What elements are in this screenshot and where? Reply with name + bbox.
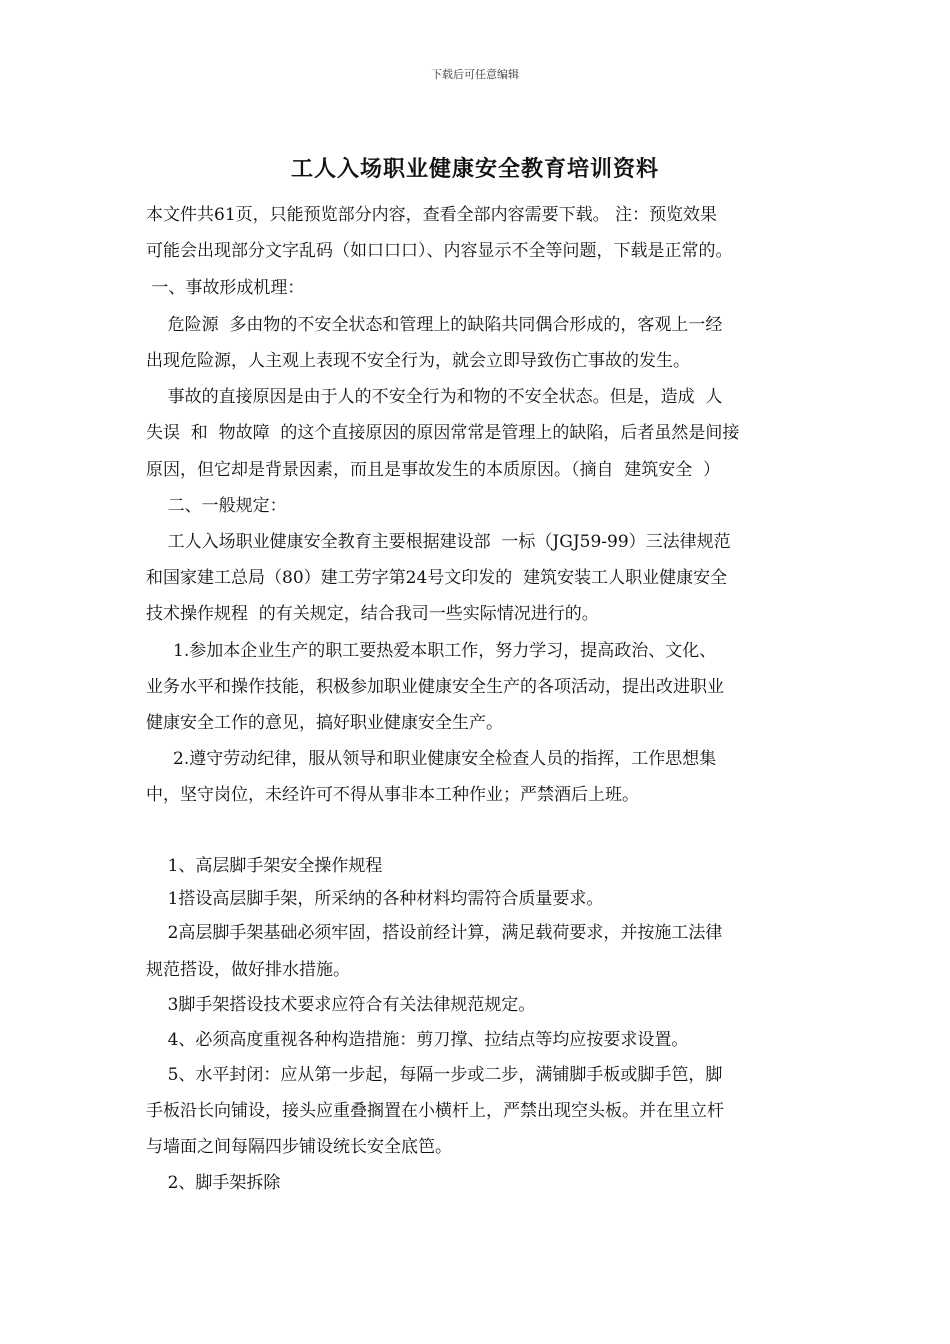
body-line: 技术操作规程 的有关规定，结合我司一些实际情况进行的。 xyxy=(146,604,599,624)
section-heading: 1、高层脚手架安全操作规程 xyxy=(146,856,383,876)
section-heading: 二、一般规定： xyxy=(146,496,287,516)
section-heading: 2、脚手架拆除 xyxy=(146,1173,281,1193)
document-title: 工人入场职业健康安全教育培训资料 xyxy=(290,156,659,182)
body-line: 失误 和 物故障 的这个直接原因的原因常常是管理上的缺陷，后者虽然是间接 xyxy=(146,423,740,443)
body-line: 规范搭设，做好排水措施。 xyxy=(146,960,350,980)
page-header-note: 下载后可任意编辑 xyxy=(431,68,519,81)
body-line: 5、水平封闭：应从第一步起，每隔一步或二步，满铺脚手板或脚手笆，脚 xyxy=(146,1065,723,1085)
body-line: 中，坚守岗位，未经许可不得从事非本工种作业；严禁酒后上班。 xyxy=(146,785,639,805)
body-line: 1.参加本企业生产的职工要热爱本职工作，努力学习，提高政治、文化、 xyxy=(146,641,717,661)
body-line: 本文件共61页，只能预览部分内容，查看全部内容需要下载。 注：预览效果 xyxy=(146,205,718,225)
section-heading: 一、事故形成机理： xyxy=(146,278,305,298)
body-line: 2.遵守劳动纪律，服从领导和职业健康安全检查人员的指挥，工作思想集 xyxy=(146,749,717,769)
body-line: 原因，但它却是背景因素，而且是事故发生的本质原因。（摘自 建筑安全 ） xyxy=(146,460,721,480)
body-line: 3脚手架搭设技术要求应符合有关法律规范规定。 xyxy=(146,995,536,1015)
body-line: 手板沿长向铺设，接头应重叠搁置在小横杆上，严禁出现空头板。并在里立杆 xyxy=(146,1101,724,1121)
body-line: 业务水平和操作技能，积极参加职业健康安全生产的各项活动，提出改进职业 xyxy=(146,677,724,697)
body-line: 1搭设高层脚手架，所采纳的各种材料均需符合质量要求。 xyxy=(146,889,604,909)
body-line: 可能会出现部分文字乱码（如口口口）、内容显示不全等问题，下载是正常的。 xyxy=(146,241,733,261)
body-line: 事故的直接原因是由于人的不安全行为和物的不安全状态。但是，造成 人 xyxy=(146,387,723,407)
body-line: 与墙面之间每隔四步铺设统长安全底笆。 xyxy=(146,1137,452,1157)
body-line: 2高层脚手架基础必须牢固，搭设前经计算，满足载荷要求，并按施工法律 xyxy=(146,923,723,943)
body-line: 健康安全工作的意见，搞好职业健康安全生产。 xyxy=(146,713,503,733)
body-line: 工人入场职业健康安全教育主要根据建设部 一标（JGJ59-99）三法律规范 xyxy=(146,532,731,552)
body-line: 危险源 多由物的不安全状态和管理上的缺陷共同偶合形成的，客观上一经 xyxy=(146,315,723,335)
body-line: 4、必须高度重视各种构造措施：剪刀撑、拉结点等均应按要求设置。 xyxy=(146,1030,689,1050)
body-line: 和国家建工总局（80）建工劳字第24号文印发的 建筑安装工人职业健康安全 xyxy=(146,568,728,588)
body-line: 出现危险源，人主观上表现不安全行为，就会立即导致伤亡事故的发生。 xyxy=(146,351,690,371)
